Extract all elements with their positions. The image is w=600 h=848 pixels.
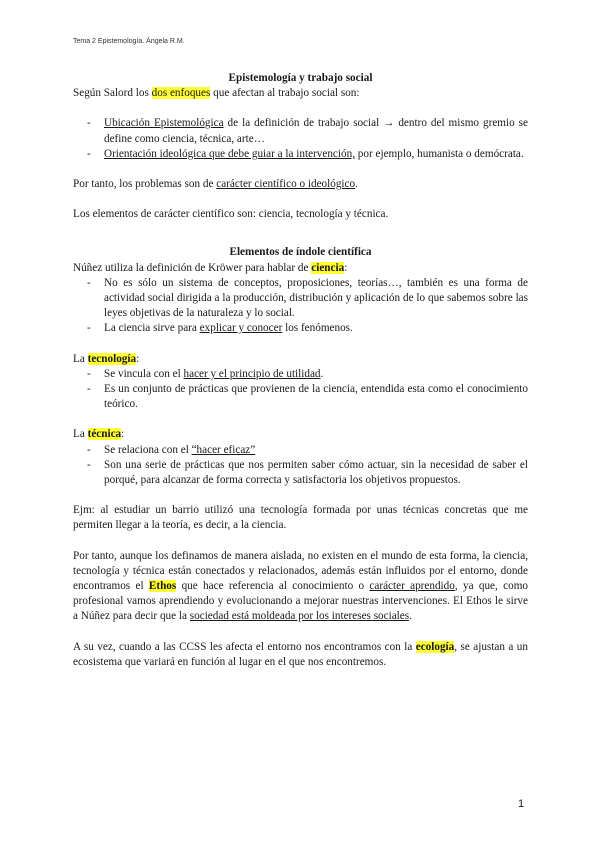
text: Núñez utiliza la definición de Kröwer para hablar de <box>73 261 312 274</box>
section-title-epistemologia: Epistemología y trabajo social <box>228 72 373 84</box>
paragraph-elementos: Los elementos de carácter científico son: ciencia, tecnología y técnica. <box>73 208 389 221</box>
underlined-term: sociedad está moldeada por los intereses sociales <box>189 610 410 623</box>
tecnologia-list <box>73 367 528 413</box>
text: Se vincula con el <box>104 367 184 380</box>
label-tecnologia <box>73 352 528 367</box>
text: : <box>121 428 125 441</box>
highlight-ethos: Ethos <box>148 580 177 593</box>
underlined-term: Orientación ideológica que debe guiar a la intervención, <box>104 147 355 160</box>
underlined-term: “hacer eficaz” <box>191 443 256 456</box>
paragraph-ejemplo: Ejm: al estudiar un barrio utilizó una tecnología formada por unas técnicas concretas que me permiten llegar a la teoría, es decir, a la ciencia. <box>73 504 528 532</box>
paragraph-ecologia <box>73 640 528 670</box>
text: . <box>409 610 412 623</box>
text: La <box>73 428 88 441</box>
highlight-ecologia: ecología <box>415 640 455 653</box>
list-item <box>73 321 528 336</box>
item-text: de la definición de trabajo social → dentro del mismo gremio se define como ciencia, técnica, arte… <box>104 117 528 145</box>
text: . <box>320 367 324 380</box>
underlined-term: explicar y conocer <box>199 322 283 335</box>
list-item <box>73 367 528 382</box>
intro-text: Según Salord los <box>73 87 152 100</box>
item-text: por ejemplo, humanista o demócrata. <box>355 147 524 160</box>
text: La ciencia sirve para <box>104 322 200 335</box>
highlight-ciencia: ciencia <box>311 261 345 274</box>
paragraph-por-tanto <box>73 177 528 192</box>
paragraph-nunez <box>73 261 528 276</box>
list-item: - No es sólo un sistema de conceptos, proposiciones, teorías…, también es una forma de actividad social dirigida a la producción, distribución y aplicación de lo que sabemos sobre las leyes objetivas de la naturaleza y lo social. <box>73 276 528 322</box>
underlined-term: carácter aprendido <box>369 580 455 593</box>
enfoques-list <box>73 116 528 162</box>
ciencia-list <box>73 276 528 337</box>
section-title-elementos: Elementos de índole científica <box>229 246 372 259</box>
intro-paragraph <box>73 86 528 101</box>
page-number: 1 <box>518 798 525 810</box>
underlined-term: carácter científico o ideológico <box>216 178 356 191</box>
list-item: - Es un conjunto de prácticas que provienen de la ciencia, entendida esta como el conocimiento teórico. <box>73 382 528 412</box>
text: . <box>355 178 358 191</box>
intro-text-end: que afectan al trabajo social son: <box>210 87 360 100</box>
text: , se ajustan a un ecosistema que variará en función al lugar en el que nos encontremos. <box>73 640 528 668</box>
running-header: Tema 2 Epistemología. Ángela R.M. <box>73 38 185 45</box>
list-item <box>73 443 528 458</box>
list-item: - Son una serie de prácticas que nos permiten saber cómo actuar, sin la necesidad de saber el porqué, para alcanzar de forma correcta y satisfactoria los objetivos propuestos. <box>73 458 528 488</box>
text: los fenómenos. <box>282 322 353 335</box>
paragraph-ethos <box>73 549 528 625</box>
underlined-term: hacer y el principio de utilidad <box>183 367 321 380</box>
highlight-dos-enfoques: dos enfoques <box>151 87 211 100</box>
label-tecnica <box>73 427 528 442</box>
document-body <box>73 71 528 670</box>
highlight-tecnologia: tecnología <box>87 352 137 365</box>
highlight-tecnica: técnica <box>87 428 122 441</box>
list-item <box>73 116 528 146</box>
text: La <box>73 352 88 365</box>
underlined-term: Ubicación Epistemológica <box>104 117 224 130</box>
text: : <box>136 352 140 365</box>
text: Se relaciona con el <box>104 443 192 456</box>
text: que hace referencia al conocimiento o <box>176 580 370 593</box>
text: Por tanto, aunque los definamos de manera aislada, no existen en el mundo de esta forma, la ciencia, tecnología y técnica están conectados y relacionados, además están influidos por el entorno, donde encontramos el <box>73 549 528 593</box>
text: Por tanto, los problemas son de <box>73 178 217 191</box>
text: A su vez, cuando a las CCSS les afecta el entorno nos encontramos con la <box>73 640 416 653</box>
text: : <box>344 261 348 274</box>
text: , ya que, como profesional vamos aprendiendo y evolucionando a mejorar nuestras intervenciones. El Ethos le sirve a Núñez para decir que la <box>73 580 528 623</box>
tecnica-list <box>73 443 528 489</box>
list-item <box>73 147 528 162</box>
